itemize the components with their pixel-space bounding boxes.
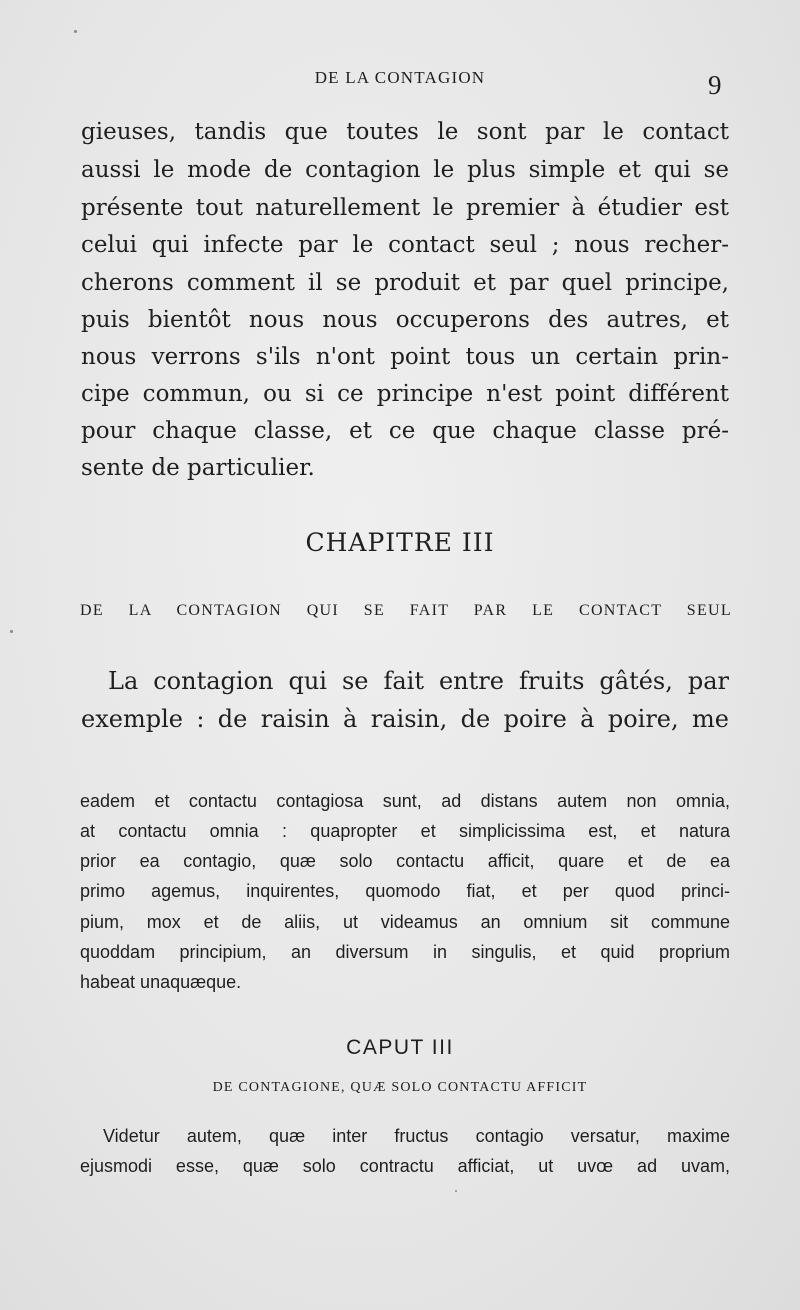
- chapter-title: CHAPITRE III: [305, 528, 495, 557]
- text-line: aussi le mode de contagion le plus simple et qui se: [81, 157, 729, 183]
- text-line: prior ea contagio, quæ solo contactu afficit, quare et de ea: [80, 851, 730, 871]
- caput-title: CAPUT III: [346, 1036, 454, 1059]
- paper-speck: [10, 630, 13, 633]
- text-line: quoddam principium, an diversum in singulis, et quid proprium: [80, 942, 730, 962]
- text-line: cherons comment il se produit et par quel principe,: [81, 270, 729, 296]
- text-line: habeat unaquæque.: [80, 972, 242, 992]
- text-line: présente tout naturellement le premier à étudier est: [81, 195, 729, 221]
- text-line: exemple : de raisin à raisin, de poire à poire, me: [81, 705, 729, 733]
- text-line: ejusmodi esse, quæ solo contractu afficiat, ut uvœ ad uvam,: [80, 1156, 730, 1176]
- text-line: pour chaque classe, et ce que chaque classe pré-: [81, 418, 729, 444]
- text-line: puis bientôt nous nous occuperons des autres, et: [81, 307, 729, 333]
- text-line: cipe commun, ou si ce principe n'est point différent: [81, 381, 729, 407]
- text-line: La contagion qui se fait entre fruits gâtés, par: [108, 667, 729, 695]
- text-line: primo agemus, inquirentes, quomodo fiat, et per quod princi-: [80, 881, 730, 901]
- text-line: pium, mox et de aliis, ut videamus an omnium sit commune: [80, 912, 730, 932]
- text-line: gieuses, tandis que toutes le sont par le contact: [81, 119, 729, 145]
- text-line: sente de particulier.: [81, 455, 315, 481]
- page-number: 9: [708, 70, 722, 100]
- running-header: DE LA CONTAGION: [314, 68, 486, 87]
- chapter-subtitle: DE LA CONTAGION QUI SE FAIT PAR LE CONTACT SEUL: [80, 602, 732, 619]
- text-line: at contactu omnia : quapropter et simplicissima est, et natura: [80, 821, 730, 841]
- text-line: celui qui infecte par le contact seul ; nous recher-: [81, 232, 729, 258]
- paper-speck: [74, 30, 77, 33]
- caput-subtitle: DE CONTAGIONE, QUÆ SOLO CONTACTU AFFICIT: [212, 1080, 588, 1095]
- text-line: nous verrons s'ils n'ont point tous un certain prin-: [81, 344, 729, 370]
- paper-speck: [455, 1190, 457, 1192]
- text-line: Videtur autem, quæ inter fructus contagio versatur, maxime: [103, 1126, 730, 1146]
- text-line: eadem et contactu contagiosa sunt, ad distans autem non omnia,: [80, 791, 730, 811]
